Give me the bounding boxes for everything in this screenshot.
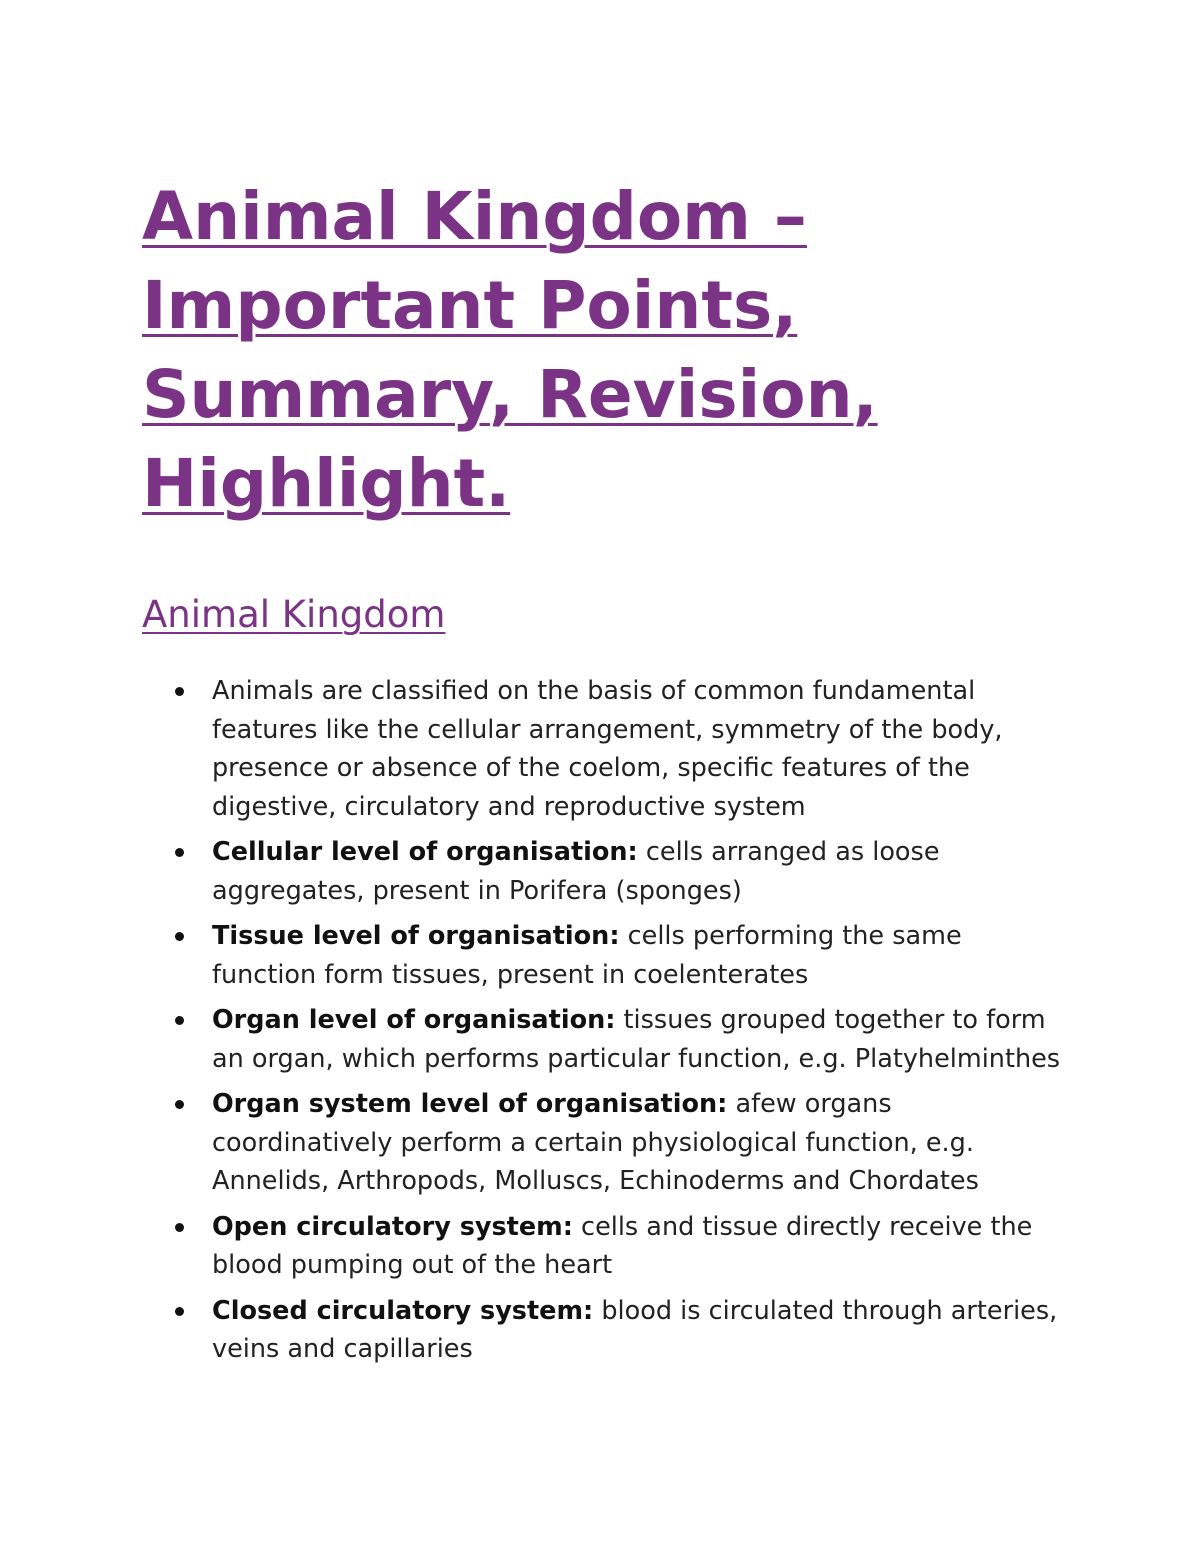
bullet-dot-icon [175,1223,184,1232]
bullet-list [212,672,1072,1376]
bullet-text: Animals are classified on the basis of common fundamental features like the cellular arrangement, symmetry of the body, presence or absence of the coelom, specific features of the digestive, circulatory and reproductive system [212,676,1003,822]
bullet-dot-icon [175,687,184,696]
title-line-2: Important Points, [142,267,798,344]
bullet-term: Open circulatory system: [212,1211,573,1242]
bullet-dot-icon [175,1016,184,1025]
section-heading: Animal Kingdom [142,593,446,636]
bullet-term: Organ system level of organisation: [212,1089,728,1119]
title-line-1: Animal Kingdom – [142,178,807,255]
bullet-text: cells and tissue directly receive the blood pumping out of the heart [212,1211,1033,1280]
document-title [142,172,1002,528]
bullet-dot-icon [175,1307,184,1316]
bullet-dot-icon [175,1100,184,1109]
bullet-term: Closed circulatory system: [212,1295,594,1326]
list-item [212,1085,1072,1201]
title-line-4: Highlight. [142,445,511,522]
list-item [212,1292,1072,1369]
bullet-term: Cellular level of organisation: [212,837,638,867]
bullet-dot-icon [175,932,184,941]
bullet-dot-icon [175,848,184,857]
bullet-text: afew organs coordinatively perform a certain physiological function, e.g. Annelids, Arthropods, Molluscs, Echinoderms and Chordates [212,1089,979,1196]
bullet-text: tissues grouped together to form an organ, which performs particular function, e.g. Platyhelminthes [212,1005,1061,1074]
list-item [212,917,1072,994]
list-item [212,672,1072,826]
title-line-3: Summary, Revision, [142,356,878,433]
bullet-term: Tissue level of organisation: [212,921,620,951]
list-item [212,833,1072,910]
list-item [212,1001,1072,1078]
bullet-text: cells performing the same function form tissues, present in coelenterates [212,921,962,990]
bullet-text: blood is circulated through arteries, veins and capillaries [212,1295,1058,1364]
list-item [212,1208,1072,1285]
bullet-text: cells arranged as loose aggregates, present in Porifera (sponges) [212,837,940,906]
bullet-term: Organ level of organisation: [212,1005,616,1035]
